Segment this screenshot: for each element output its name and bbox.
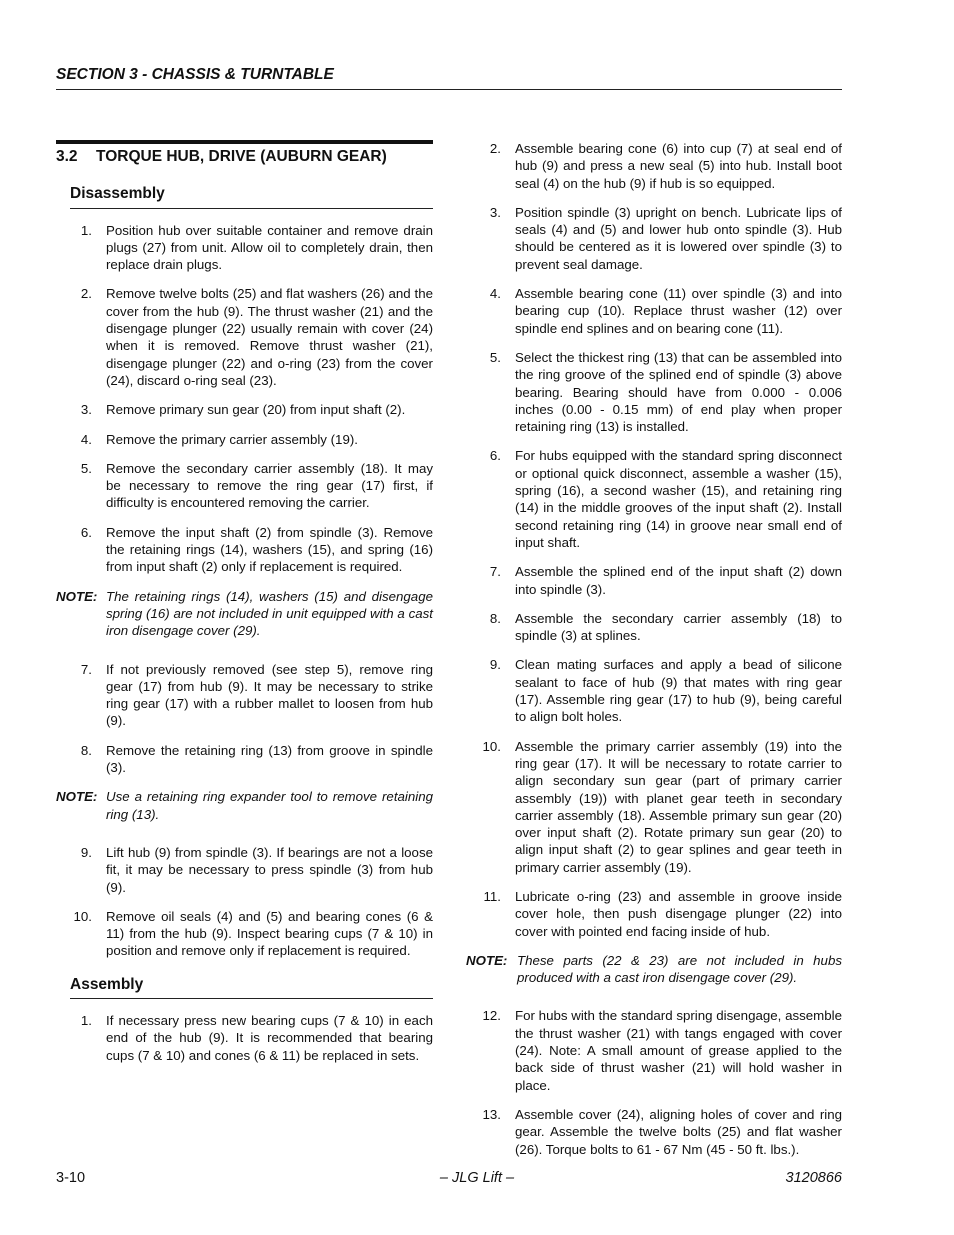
section-bar: [56, 140, 433, 144]
step-text: For hubs equipped with the standard spring disconnect or optional quick disconnect, assemble a washer (15), spring (16), a second washer (15), and retaining ring (14) in the middle grooves of the input shaft (2). Install second retaining ring (14) in groove near small end of input shaft.: [515, 448, 842, 550]
step-number: 3.: [489, 204, 501, 220]
header-rule: [56, 89, 842, 90]
step-number: 2.: [80, 286, 92, 302]
assembly-step: [466, 447, 842, 551]
step-number: 4.: [80, 431, 92, 447]
step-number: 4.: [489, 286, 501, 302]
step-number: 5.: [489, 349, 501, 365]
step-text: Position spindle (3) upright on bench. Lubricate lips of seals (4) and (5) and lower hub onto spindle (3). Hub should be centered as it is lowered over spindle (3) to prevent seal damage.: [515, 204, 842, 272]
disassembly-step: [56, 661, 433, 730]
step-text: For hubs with the standard spring disengage, assemble the thrust washer (21) with tangs engaged with cover (24). Note: A small amount of grease applied to the back side of thrust washer (21) will hold washer in place.: [515, 1008, 842, 1093]
step-text: Remove the secondary carrier assembly (18). It may be necessary to remove the ring gear (17) first, if difficulty is encountered removing the carrier.: [106, 460, 433, 511]
note: [56, 788, 433, 823]
step-text: Lubricate o-ring (23) and assemble in groove inside cover hole, then push disengage plunger (22) into cover with pointed end facing inside of hub.: [515, 888, 842, 939]
step-number: 1.: [80, 222, 92, 238]
assembly-step: [56, 1012, 433, 1064]
step-text: Assemble the splined end of the input shaft (2) down into spindle (3).: [515, 564, 842, 597]
step-text: Assemble bearing cone (6) into cup (7) at seal end of hub (9) and press a new seal (5) into hub. Install boot seal (4) on the hub (9) if hub is so equipped.: [515, 141, 842, 191]
step-number: 12.: [482, 1008, 501, 1024]
step-text: Assemble cover (24), aligning holes of cover and ring gear. Assemble the twelve bolts (25) and flat washer (26). Torque bolts to 61 - 67 Nm (45 - 50 ft. lbs.).: [515, 1106, 842, 1157]
step-text: Assemble bearing cone (11) over spindle (3) and into bearing cup (10). Replace thrust washer (12) over spindle end splines and on bearing cone (11).: [515, 286, 842, 336]
document-number: 3120866: [785, 1170, 842, 1186]
left-column: [56, 140, 433, 1076]
assembly-step: [466, 285, 842, 337]
disassembly-step: [56, 844, 433, 896]
assembly-heading: Assembly: [70, 976, 433, 999]
step-text: Remove the input shaft (2) from spindle (3). Remove the retaining rings (14), washers (15), and spring (16) from input shaft (2) only if replacement is required.: [106, 524, 433, 575]
step-number: 11.: [483, 888, 501, 904]
disassembly-step: [56, 908, 433, 960]
step-text: Assemble the primary carrier assembly (19) into the ring gear (17). It will be necessary to rotate carrier to align secondary sun gear (part of primary carrier assembly (19)) with planet gear teeth in secondary carrier assembly (18). Assemble primary sun gear (20) over input shaft (2). Rotate primary sun gear (20) to align input shaft (2) to gear splines and gear teeth in primary carrier assembly (19).: [515, 738, 842, 875]
step-text: Remove the primary carrier assembly (19).: [106, 431, 358, 447]
step-number: 6.: [80, 524, 92, 540]
step-text: Select the thickest ring (13) that can be assembled into the ring groove of the splined end of spindle (3) above bearing. Bearing should have from 0.000 - 0.006 inches (0.00 - 0.15 mm) of end play when proper retaining ring (13) is installed.: [515, 349, 842, 435]
step-number: 10.: [482, 738, 501, 754]
step-number: 8.: [80, 742, 92, 758]
disassembly-step: [56, 742, 433, 777]
assembly-step: [466, 563, 842, 598]
note-text: These parts (22 & 23) are not included in hubs produced with a cast iron disengage cover (29).: [517, 952, 842, 986]
step-text: Position hub over suitable container and remove drain plugs (27) from unit. Allow oil to completely drain, then replace drain plugs.: [106, 222, 433, 273]
note-label: NOTE:: [56, 789, 98, 805]
note-text: Use a retaining ring expander tool to remove retaining ring (13).: [106, 789, 433, 822]
step-text: If not previously removed (see step 5), remove ring gear (17) from hub (9). It may be necessary to strike ring gear (17) with a rubber mallet to loosen from hub (9).: [106, 661, 433, 729]
step-text: Remove primary sun gear (20) from input shaft (2).: [106, 402, 406, 418]
assembly-step: [466, 610, 842, 645]
assembly-step: [466, 656, 842, 725]
disassembly-step: [56, 222, 433, 274]
right-column: [466, 140, 842, 1170]
step-number: 5.: [80, 460, 92, 476]
step-number: 10.: [73, 908, 92, 924]
note: [466, 952, 842, 987]
step-number: 8.: [489, 610, 501, 626]
assembly-step: [466, 738, 842, 876]
step-text: Remove oil seals (4) and (5) and bearing cones (6 & 11) from the hub (9). Inspect bearing cups (7 & 10) in position and remove only if replacement is required.: [106, 908, 433, 959]
step-text: Lift hub (9) from spindle (3). If bearings are not a loose fit, it may be necessary to press spindle (3) from hub (9).: [106, 844, 433, 895]
assembly-step: [466, 349, 842, 435]
step-text: Assemble the secondary carrier assembly (18) to spindle (3) at splines.: [515, 610, 842, 644]
section-title-text: TORQUE HUB, DRIVE (AUBURN GEAR): [96, 148, 387, 165]
step-number: 13.: [482, 1106, 501, 1122]
disassembly-step: [56, 401, 433, 418]
step-number: 6.: [489, 448, 501, 464]
note-label: NOTE:: [466, 952, 508, 968]
assembly-step: [466, 140, 842, 192]
step-text: Clean mating surfaces and apply a bead of silicone sealant to face of hub (9) that mates with ring gear (17). Assemble ring gear (17) to hub (9), being careful to align bolt holes.: [515, 657, 842, 725]
disassembly-heading: Disassembly: [70, 185, 433, 208]
step-number: 9.: [80, 844, 92, 860]
section-title: [56, 148, 433, 165]
assembly-step: [466, 1007, 842, 1093]
page-number: 3-10: [56, 1170, 86, 1186]
section-number: 3.2: [56, 148, 78, 165]
note-label: NOTE:: [56, 588, 98, 604]
step-text: Remove the retaining ring (13) from groove in spindle (3).: [106, 742, 433, 776]
note: [56, 588, 433, 640]
assembly-step: [466, 1106, 842, 1158]
disassembly-step: [56, 524, 433, 576]
step-text: If necessary press new bearing cups (7 & 10) in each end of the hub (9). It is recommended that bearing cups (7 & 10) and cones (6 & 11) be replaced in sets.: [106, 1012, 433, 1063]
step-number: 1.: [80, 1012, 92, 1028]
section-header: SECTION 3 - CHASSIS & TURNTABLE: [56, 66, 334, 83]
step-number: 7.: [80, 661, 92, 677]
step-number: 7.: [489, 564, 501, 580]
disassembly-step: [56, 460, 433, 512]
footer-brand: – JLG Lift –: [439, 1170, 515, 1186]
step-number: 9.: [489, 657, 501, 673]
assembly-step: [466, 204, 842, 273]
disassembly-step: [56, 285, 433, 389]
assembly-step: [466, 888, 842, 940]
disassembly-step: [56, 431, 433, 448]
step-text: Remove twelve bolts (25) and flat washers (26) and the cover from the hub (9). The thrust washer (21) and the disengage plunger (22) usually remain with cover (24) when it is removed. Remove thrust washer (21), disengage plunger (22) and o-ring (23) from the cover (24), discard o-ring seal (23).: [106, 286, 433, 388]
note-text: The retaining rings (14), washers (15) and disengage spring (16) are not included in unit equipped with a cast iron disengage cover (29).: [106, 588, 433, 639]
step-number: 3.: [80, 402, 92, 418]
step-number: 2.: [489, 141, 501, 156]
